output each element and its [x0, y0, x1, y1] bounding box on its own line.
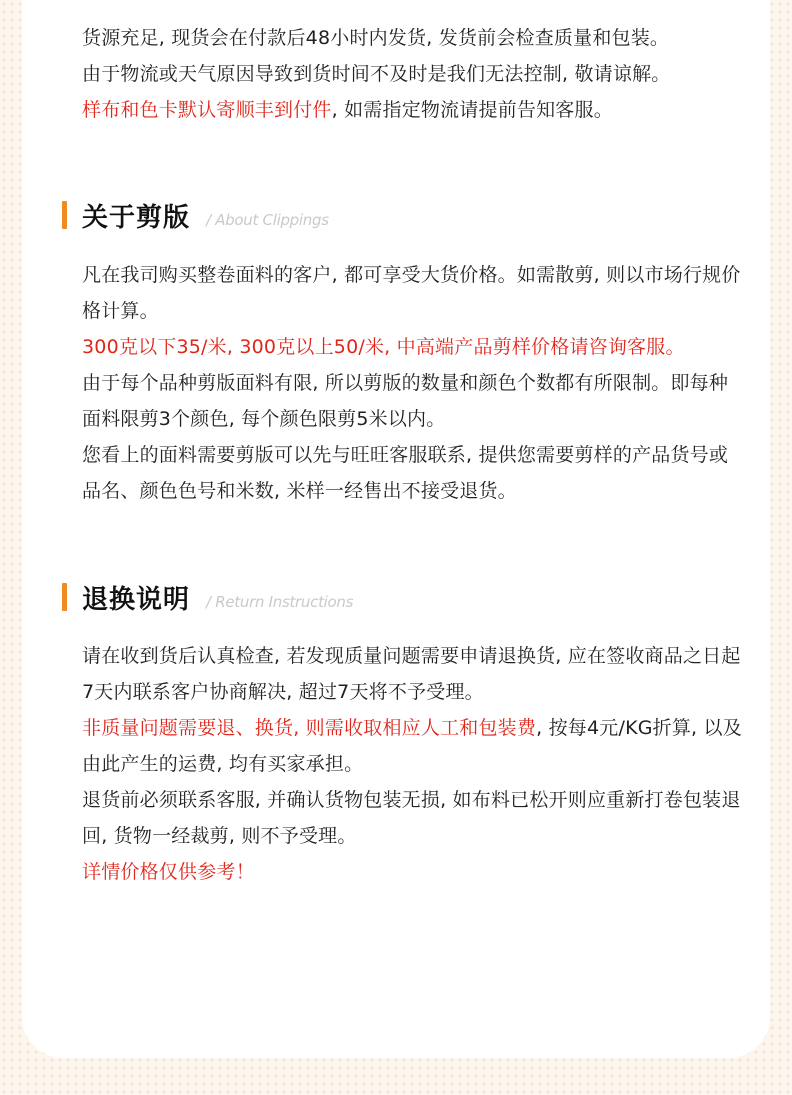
- shipping-line-1: 货源充足, 现货会在付款后48小时内发货, 发货前会检查质量和包装。: [82, 27, 670, 49]
- shipping-line-3-rest: , 如需指定物流请提前告知客服。: [331, 99, 613, 121]
- returns-title: 退换说明: [82, 584, 191, 615]
- returns-fee-highlight: 非质量问题需要退、换货, 则需收取相应人工和包装费: [82, 717, 537, 739]
- clippings-para-3: 由于每个品种剪版面料有限, 所以剪版的数量和颜色个数都有所限制。即每种面料限剪3个颜色, 每个颜色限剪5米以内。: [82, 372, 729, 430]
- shipping-line-2: 由于物流或天气原因导致到货时间不及时是我们无法控制, 敬请谅解。: [82, 63, 671, 85]
- returns-para-2-rest: , 按每4元/KG折算, 以及由此产生的运费, 均有买家承担。: [82, 717, 742, 775]
- returns-para-1: 请在收到货后认真检查, 若发现质量问题需要申请退换货, 应在签收商品之日起7天内联系客户协商解决, 超过7天将不予受理。: [82, 645, 741, 703]
- clippings-price-highlight: 300克以下35/米, 300克以上50/米, 中高端产品剪样价格请咨询客服。: [82, 336, 685, 358]
- content-card: [22, 0, 770, 1058]
- shipping-line-3: [82, 92, 742, 128]
- section-accent-bar: [62, 583, 67, 611]
- clippings-subtitle: / About Clippings: [206, 211, 329, 229]
- returns-para-2: [82, 710, 742, 782]
- clippings-para-4: 您看上的面料需要剪版可以先与旺旺客服联系, 提供您需要剪样的产品货号或品名、颜色色号和米数, 米样一经售出不接受退货。: [82, 444, 729, 502]
- clippings-title: 关于剪版: [82, 202, 191, 233]
- shipping-notes: [82, 20, 742, 128]
- price-disclaimer: 详情价格仅供参考！: [82, 861, 255, 883]
- returns-para-3: 退货前必须联系客服, 并确认货物包装无损, 如布料已松开则应重新打卷包装退回, 货物一经裁剪, 则不予受理。: [82, 789, 741, 847]
- returns-body: [82, 638, 742, 890]
- clippings-para-1: 凡在我司购买整卷面料的客户, 都可享受大货价格。如需散剪, 则以市场行规价格计算。: [82, 264, 741, 322]
- returns-subtitle: / Return Instructions: [206, 593, 354, 611]
- section-accent-bar: [62, 201, 67, 229]
- sample-shipping-highlight: 样布和色卡默认寄顺丰到付件: [82, 99, 332, 121]
- clippings-body: [82, 257, 742, 509]
- returns-section-header: [62, 580, 353, 614]
- clippings-section-header: [62, 198, 329, 232]
